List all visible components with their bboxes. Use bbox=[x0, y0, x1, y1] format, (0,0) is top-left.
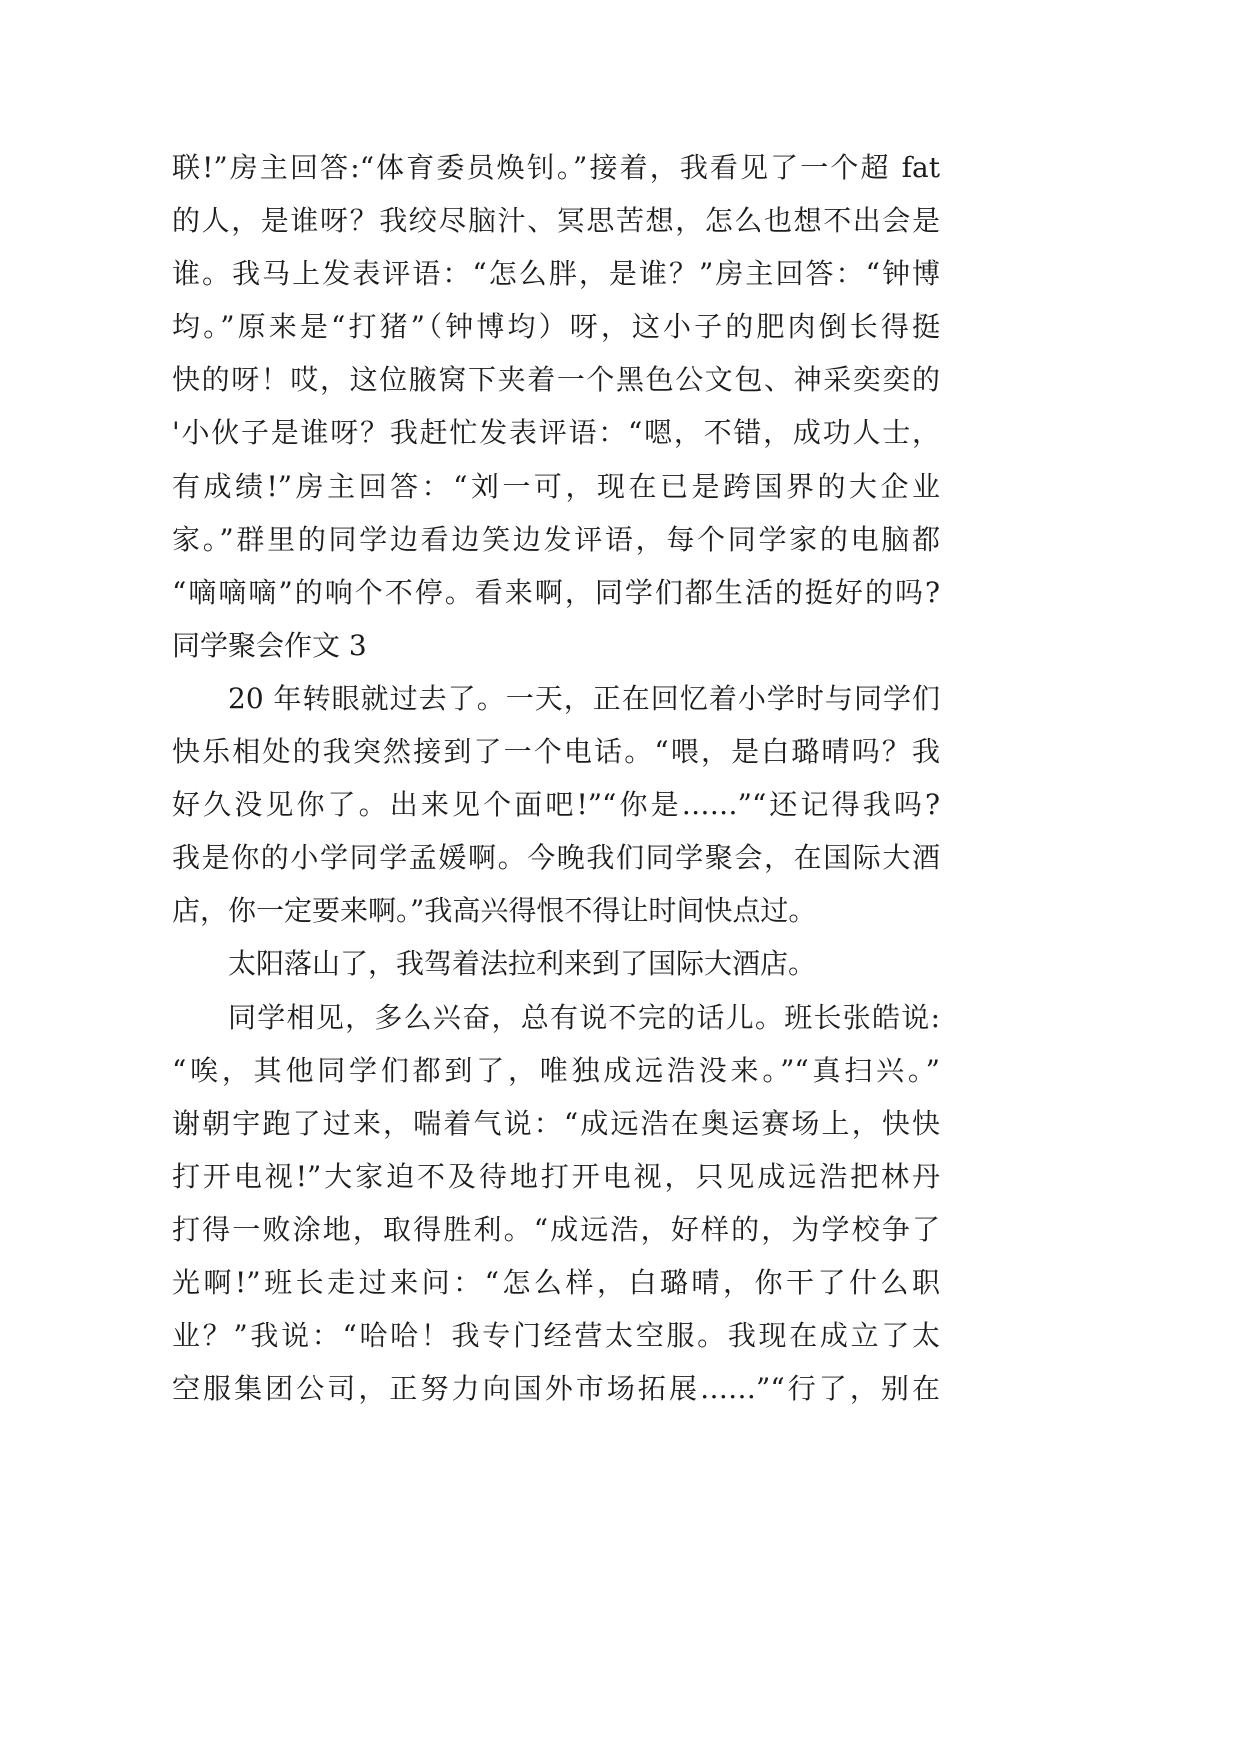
continued-paragraph bbox=[172, 141, 940, 619]
text-line: 谁。我马上发表评语：“怎么胖，是谁？”房主回答：“钟博 bbox=[172, 257, 940, 291]
text-line: 打开电视!”大家迫不及待地打开电视，只见成远浩把林丹 bbox=[172, 1159, 940, 1193]
text-line: 快的呀！哎，这位腋窝下夹着一个黑色公文包、神采奕奕的 bbox=[172, 363, 940, 397]
paragraph bbox=[172, 672, 940, 937]
text-line: 均。”原来是“打猪”（钟博均）呀，这小子的肥肉倒长得挺 bbox=[172, 310, 940, 344]
section-heading: 同学聚会作文 3 bbox=[172, 628, 367, 662]
text-line: 打得一败涂地，取得胜利。“成远浩，好样的，为学校争了 bbox=[172, 1212, 940, 1246]
text-line: 店，你一定要来啊。”我高兴得恨不得让时间快点过。 bbox=[172, 894, 817, 928]
text-line: '小伙子是谁呀？我赶忙发表评语：“嗯，不错，成功人士， bbox=[172, 416, 940, 450]
document-body bbox=[172, 141, 940, 1415]
text-line: 业？”我说：“哈哈！我专门经营太空服。我现在成立了太 bbox=[172, 1319, 940, 1353]
text-line: 谢朝宇跑了过来，喘着气说：“成远浩在奥运赛场上，快快 bbox=[172, 1106, 940, 1140]
paragraph bbox=[172, 937, 940, 990]
text-line: 太阳落山了，我驾着法拉利来到了国际大酒店。 bbox=[228, 947, 817, 981]
text-line: 空服集团公司，正努力向国外市场拓展……”“行了，别在 bbox=[172, 1372, 940, 1406]
text-line: 快乐相处的我突然接到了一个电话。“喂，是白璐晴吗？我 bbox=[172, 735, 940, 769]
text-line: 同学相见，多么兴奋，总有说不完的话儿。班长张皓说: bbox=[228, 1000, 940, 1034]
text-line: 有成绩!”房主回答：“刘一可，现在已是跨国界的大企业 bbox=[172, 469, 940, 503]
text-line: 联!”房主回答:“体育委员焕钊。”接着，我看见了一个超 fat bbox=[172, 151, 940, 184]
text-line: “唉，其他同学们都到了，唯独成远浩没来。”“真扫兴。” bbox=[172, 1053, 940, 1087]
text-line: “嘀嘀嘀”的响个不停。看来啊，同学们都生活的挺好的吗? bbox=[172, 575, 940, 609]
text-line: 好久没见你了。出来见个面吧!”“你是……”“还记得我吗? bbox=[172, 788, 940, 822]
paragraph bbox=[172, 991, 940, 1416]
text-line: 20 年转眼就过去了。一天，正在回忆着小学时与同学们 bbox=[228, 681, 940, 715]
text-line: 的人，是谁呀？我绞尽脑汁、冥思苦想，怎么也想不出会是 bbox=[172, 204, 940, 238]
text-line: 家。”群里的同学边看边笑边发评语，每个同学家的电脑都 bbox=[172, 522, 940, 556]
text-line: 光啊!”班长走过来问：“怎么样，白璐晴，你干了什么职 bbox=[172, 1265, 940, 1299]
text-line: 我是你的小学同学孟媛啊。今晚我们同学聚会，在国际大酒 bbox=[172, 841, 940, 875]
